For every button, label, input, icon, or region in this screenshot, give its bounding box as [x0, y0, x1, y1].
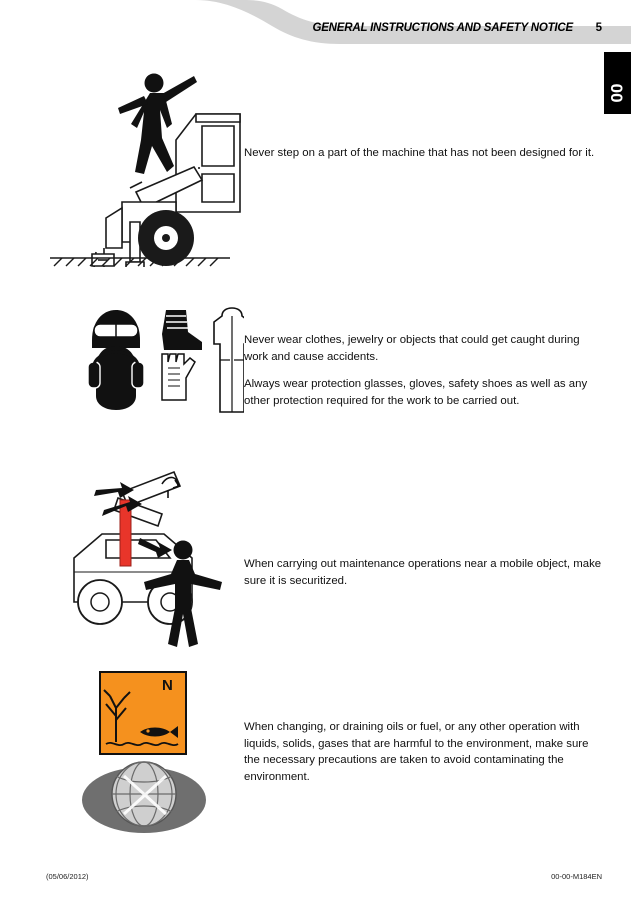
paragraph: Never wear clothes, jewelry or objects that could get caught during work and cause accidents.	[244, 334, 580, 363]
text-block-4	[244, 719, 604, 785]
safety-goggles-icon	[92, 310, 140, 348]
coverall-icon	[214, 308, 244, 412]
content-row-3	[0, 462, 631, 657]
paragraph: Always wear protection glasses, gloves, safety shoes as well as any other protection required for the work to be carried out.	[244, 378, 588, 407]
figure-person-standing-on-machine-wheel	[44, 62, 244, 267]
figure-maintenance-near-mobile-object	[44, 462, 244, 657]
content-row-1	[0, 62, 631, 267]
header-title: GENERAL INSTRUCTIONS AND SAFETY NOTICE	[312, 22, 573, 34]
page-header	[0, 0, 631, 60]
section-tab-label: 00	[607, 83, 627, 103]
environment-label-letter: N	[162, 677, 173, 694]
paragraph: Never step on a part of the machine that has not been designed for it.	[244, 147, 595, 159]
content-row-4	[0, 668, 631, 838]
page-number: 5	[595, 22, 602, 34]
figure-environmental-hazard	[44, 668, 244, 838]
footer-date: (05/06/2012)	[46, 872, 89, 881]
safety-gloves-icon	[162, 354, 195, 400]
safety-boot-icon	[162, 310, 202, 350]
ear-protection-icon	[88, 346, 144, 410]
paragraph: When changing, or draining oils or fuel, or any other operation with liquids, solids, gases that are harmful to the environment, make sure the necessary precautions are taken to avoid contaminating the environment.	[244, 721, 589, 783]
figure-personal-protective-equipment	[44, 300, 244, 430]
text-block-2	[244, 332, 604, 409]
paragraph: When carrying out maintenance operations near a mobile object, make sure it is securitized.	[244, 558, 602, 587]
text-block-3	[244, 556, 604, 589]
environmental-hazard-placard	[100, 672, 186, 754]
footer-doc-code: 00-00-M184EN	[551, 872, 602, 881]
text-block-1	[244, 145, 604, 162]
content-row-2	[0, 300, 631, 430]
